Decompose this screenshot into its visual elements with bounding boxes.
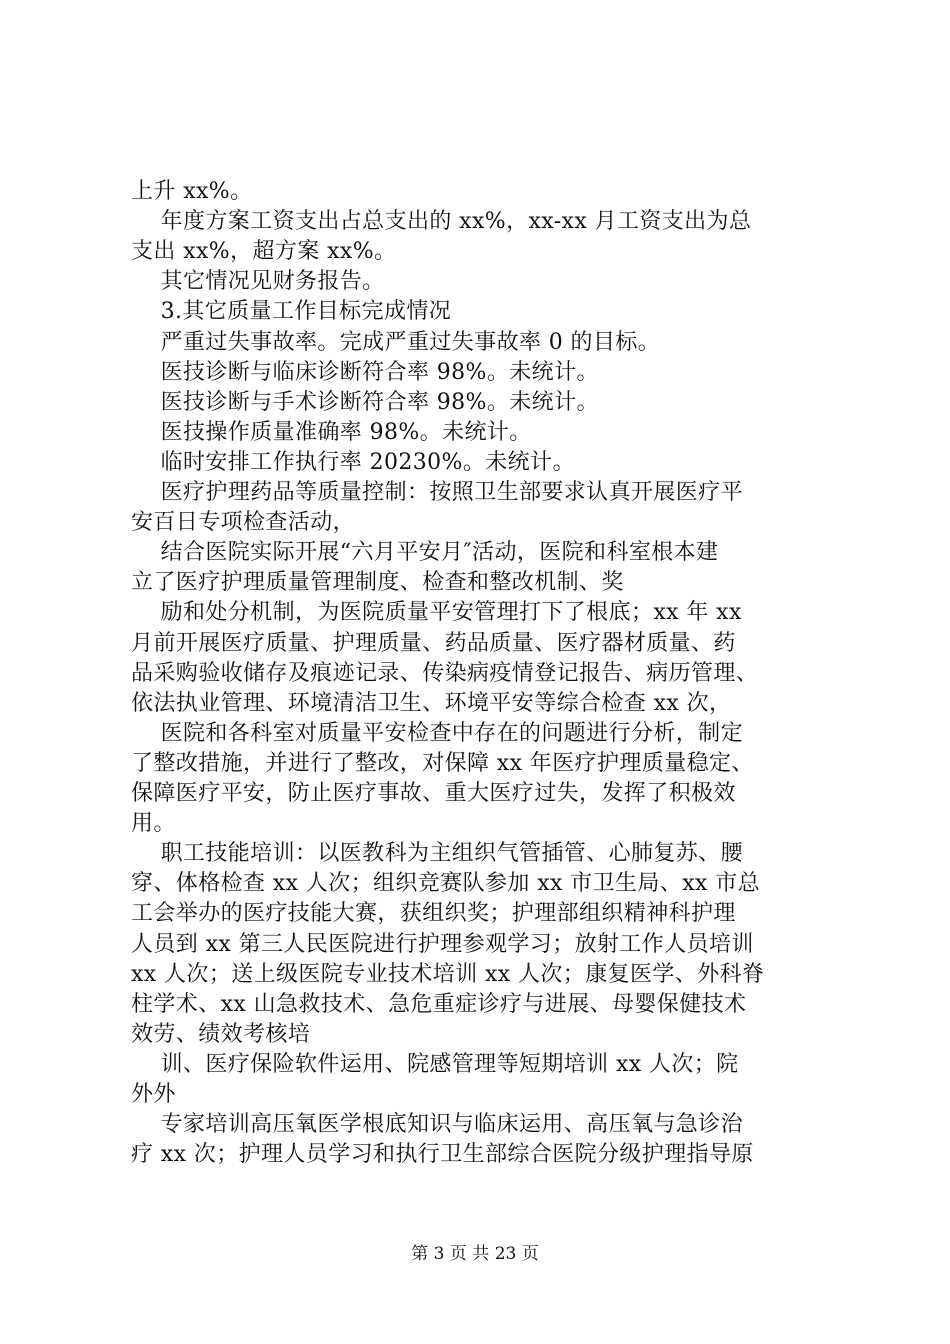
text-line: 外外 xyxy=(131,1082,176,1107)
text-line: 效劳、绩效考核培 xyxy=(131,1022,311,1047)
text-line: 支出 xx%，超方案 xx%。 xyxy=(131,239,397,264)
text-line: 月前开展医疗质量、护理质量、药品质量、医疗器材质量、药 xyxy=(131,631,736,656)
text-line: 职工技能培训：以医教科为主组织气管插管、心肺复苏、腰 xyxy=(131,841,743,866)
text-line: 工会举办的医疗技能大赛，获组织奖；护理部组织精神科护理 xyxy=(131,901,736,926)
text-line: 临时安排工作执行率 20230%。未统计。 xyxy=(131,450,575,475)
text-line: 人员到 xx 第三人民医院进行护理参观学习；放射工作人员培训 xyxy=(131,932,754,957)
text-line: 医技操作质量准确率 98%。未统计。 xyxy=(131,420,532,445)
text-line: 严重过失事故率。完成严重过失事故率 0 的目标。 xyxy=(131,330,661,355)
text-line: 励和处分机制，为医院质量平安管理打下了根底；xx 年 xx xyxy=(131,600,742,625)
text-line: 专家培训高压氧医学根底知识与临床运用、高压氧与急诊治 xyxy=(131,1112,743,1137)
text-line: 3.其它质量工作目标完成情况 xyxy=(131,299,452,324)
text-line: 了整改措施，并进行了整改，对保障 xx 年医疗护理质量稳定、 xyxy=(131,751,754,776)
text-line: 立了医疗护理质量管理制度、检查和整改机制、奖 xyxy=(131,570,624,595)
text-line: 柱学术、xx 山急救技术、急危重症诊疗与进展、母婴保健技术 xyxy=(131,992,747,1017)
text-line: 其它情况见财务报告。 xyxy=(131,269,385,294)
text-line: 结合医院实际开展“六月平安月″活动，医院和科室根本建 xyxy=(131,540,719,565)
text-line: 依法执业管理、环境清洁卫生、环境平安等综合检查 xx 次， xyxy=(131,691,732,716)
text-line: 训、医疗保险软件运用、院感管理等短期培训 xx 人次；院 xyxy=(131,1052,739,1077)
text-line: 品采购验收储存及痕迹记录、传染病疫情登记报告、病历管理、 xyxy=(131,661,759,686)
text-line: 上升 xx%。 xyxy=(131,179,253,204)
text-line: 用。 xyxy=(131,811,176,836)
text-line: xx 人次；送上级医院专业技术培训 xx 人次；康复医学、外科脊 xyxy=(131,962,765,987)
text-line: 医技诊断与手术诊断符合率 98%。未统计。 xyxy=(131,390,599,415)
text-line: 医疗护理药品等质量控制：按照卫生部要求认真开展医疗平 xyxy=(131,480,743,505)
text-line: 穿、体格检查 xx 人次；组织竞赛队参加 xx 市卫生局、xx 市总 xyxy=(131,871,761,896)
text-line: 保障医疗平安，防止医疗事故、重大医疗过失，发挥了积极效 xyxy=(131,781,736,806)
text-line: 疗 xx 次；护理人员学习和执行卫生部综合医院分级护理指导原 xyxy=(131,1142,754,1167)
text-line: 医院和各科室对质量平安检查中存在的问题进行分析，制定 xyxy=(131,721,743,746)
text-line: 安百日专项检查活动， xyxy=(131,510,356,535)
page-footer: 第 3 页 共 23 页 xyxy=(411,1244,539,1264)
text-line: 年度方案工资支出占总支出的 xx%，xx-xx 月工资支出为总 xyxy=(131,209,752,234)
text-line: 医技诊断与临床诊断符合率 98%。未统计。 xyxy=(131,360,599,385)
